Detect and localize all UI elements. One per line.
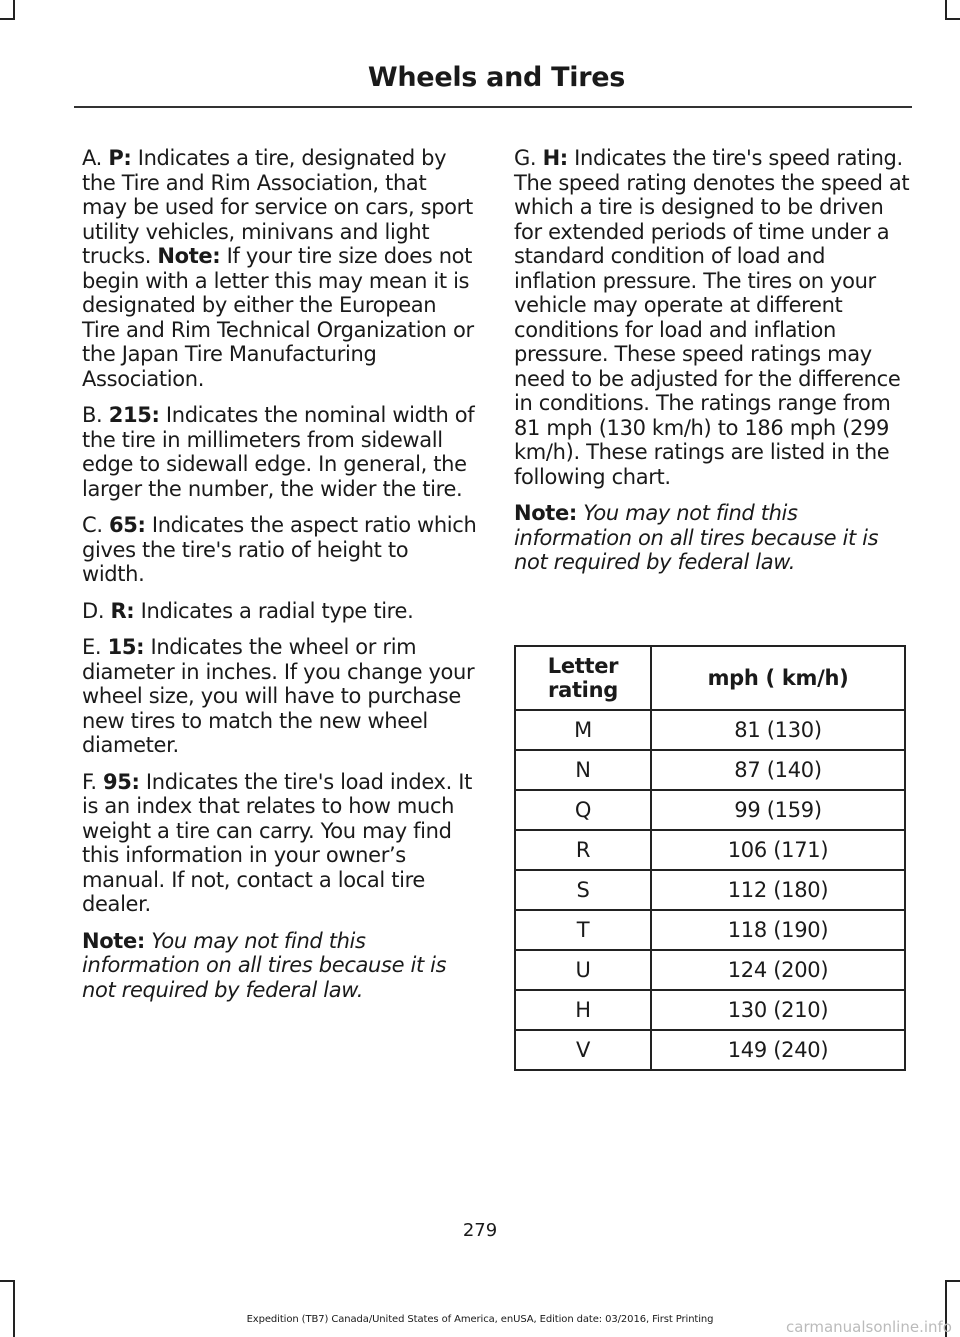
item-text: Indicates the tire's load index. It is an index that relates to how much weight a tire can carry. You may find this information in your owner’s manual. If not, contact a local tire dealer. [82, 769, 472, 916]
crop-mark-bottom-left-horizontal [0, 1280, 15, 1282]
crop-mark-top-left-horizontal [0, 18, 15, 20]
crop-mark-bottom-right-horizontal [945, 1280, 960, 1282]
item-term: 15: [107, 635, 145, 659]
table-row [515, 950, 905, 990]
table-row [515, 1030, 905, 1070]
speed-cell: 118 (190) [651, 910, 905, 950]
header-letter-rating: Letter rating [515, 646, 651, 710]
letter-cell: H [515, 990, 651, 1030]
table-row [515, 790, 905, 830]
item-term: 65: [108, 513, 146, 537]
left-column [82, 146, 477, 1014]
note [82, 929, 477, 1003]
speed-cell: 149 (240) [651, 1030, 905, 1070]
speed-rating-table [514, 645, 906, 1071]
item-text: Indicates a radial type tire. [134, 598, 414, 623]
item-prefix: A. [82, 146, 109, 170]
speed-cell: 87 (140) [651, 750, 905, 790]
letter-cell: V [515, 1030, 651, 1070]
right-column [514, 146, 912, 587]
letter-cell: R [515, 830, 651, 870]
tire-code-item-e [82, 635, 477, 758]
speed-cell: 130 (210) [651, 990, 905, 1030]
speed-cell: 99 (159) [651, 790, 905, 830]
crop-mark-bottom-left-vertical [13, 1280, 15, 1337]
page-title: Wheels and Tires [367, 62, 625, 93]
item-prefix: B. [82, 403, 109, 427]
speed-cell: 81 (130) [651, 710, 905, 750]
page-number: 279 [462, 1220, 498, 1241]
item-term: H: [542, 146, 568, 170]
note-text: You may not find this information on all tires because it is not required by federal law. [82, 928, 447, 1002]
item-term: 95: [103, 769, 140, 794]
crop-mark-top-left-vertical [13, 0, 15, 20]
item-term: R: [110, 598, 135, 623]
letter-cell: T [515, 910, 651, 950]
item-text: Indicates a tire, designated by the Tire and Rim Association, that may be used for service on cars, sport utility vehicles, minivans and light trucks. [82, 146, 473, 268]
item-text: Indicates the tire's speed rating. The speed rating denotes the speed at which a tire is designed to be driven for extended periods of time under a standard condition of load and inflation pressure. The tires on your vehicle may operate at different conditions for load and inflation pressure. These speed ratings may need to be adjusted for the difference in conditions. The ratings range from 81 mph (130 km/h) to 186 mph (299 km/h). These ratings are listed in the following chart. [514, 146, 910, 489]
tire-code-item-a [82, 146, 477, 391]
note [514, 501, 912, 575]
letter-cell: N [515, 750, 651, 790]
inline-note-label: Note: [157, 244, 221, 268]
watermark: carmanualsonline.info [786, 1318, 952, 1336]
table-row [515, 990, 905, 1030]
letter-cell: M [515, 710, 651, 750]
table-row [515, 710, 905, 750]
header-rule [74, 106, 912, 108]
tire-code-item-b [82, 403, 477, 501]
inline-note-text: If your tire size does not begin with a letter this may mean it is designated by either the European Tire and Rim Technical Organization or the Japan Tire Manufacturing Association. [82, 244, 474, 391]
letter-cell: Q [515, 790, 651, 830]
item-term: 215: [108, 403, 160, 427]
item-prefix: F. [82, 769, 104, 794]
crop-mark-top-right-horizontal [945, 18, 960, 20]
item-term: P: [108, 146, 132, 170]
tire-code-item-d [82, 599, 477, 624]
item-prefix: G. [514, 146, 543, 170]
footer-edition-info: Expedition (TB7) Canada/United States of America, enUSA, Edition date: 03/2016, First Printing [246, 1314, 714, 1325]
tire-code-item-g [514, 146, 912, 489]
tire-code-item-f [82, 770, 477, 917]
letter-cell: S [515, 870, 651, 910]
table-header-row [515, 646, 905, 710]
item-prefix: E. [82, 635, 108, 659]
note-label: Note: [82, 928, 145, 953]
note-text: You may not find this information on all tires because it is not required by federal law. [514, 501, 879, 574]
item-text: Indicates the nominal width of the tire in millimeters from sidewall edge to sidewall edge. In general, the larger the number, the wider the tire. [82, 403, 475, 501]
item-text: Indicates the wheel or rim diameter in inches. If you change your wheel size, you will have to purchase new tires to match the new wheel diameter. [82, 635, 475, 757]
table-row [515, 910, 905, 950]
item-prefix: C. [82, 513, 109, 537]
table-row [515, 750, 905, 790]
tire-code-item-c [82, 513, 477, 587]
note-label: Note: [514, 501, 577, 525]
speed-cell: 124 (200) [651, 950, 905, 990]
speed-cell: 112 (180) [651, 870, 905, 910]
speed-cell: 106 (171) [651, 830, 905, 870]
header-mph-kmh: mph ( km/h) [651, 646, 905, 710]
table-row [515, 830, 905, 870]
table-row [515, 870, 905, 910]
letter-cell: U [515, 950, 651, 990]
crop-mark-top-right-vertical [945, 0, 947, 20]
item-prefix: D. [82, 598, 111, 623]
item-text: Indicates the aspect ratio which gives the tire's ratio of height to width. [82, 513, 477, 586]
